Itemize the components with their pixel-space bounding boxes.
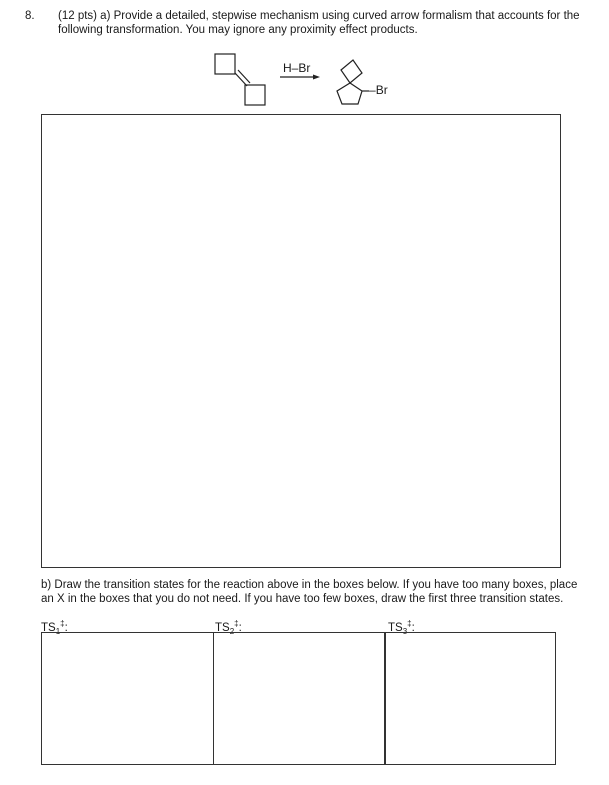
bromine-text: Br [375,83,388,97]
question-prompt-line-2: following transformation. You may ignore any proximity effect products. [58,24,418,36]
ts2-mark: ‡ [234,619,239,628]
ts1-index: 1 [55,627,61,637]
reactant-upper-cyclobutane [215,54,235,74]
reaction-arrow-head [313,75,320,80]
question-number: 8. [25,10,35,22]
product-cyclopentane [337,83,362,104]
ts2-index: 2 [229,627,235,637]
question-prompt-line-1: (12 pts) a) Provide a detailed, stepwise mechanism using curved arrow formalism that accounts for the [58,10,580,22]
product-cyclobutane [341,60,362,83]
ts1-answer-box[interactable] [41,632,214,765]
reagent-label: H–Br [283,61,311,75]
mechanism-answer-box[interactable] [41,114,561,568]
ts3-suffix: : [411,621,415,634]
part-b-line-1: b) Draw the transition states for the reaction above in the boxes below. If you have too many boxes, place [41,579,578,591]
ts2-suffix: : [238,621,242,634]
question-prompt [58,9,588,37]
part-b-prompt [41,578,581,606]
part-b-line-2: an X in the boxes that you do not need. If you have too few boxes, draw the first three transition states. [41,593,564,605]
ts1-prefix: TS [41,621,56,634]
ts3-index: 3 [402,627,408,637]
ts2-answer-box[interactable] [213,632,386,765]
ts3-answer-box[interactable] [384,632,556,765]
ts1-mark: ‡ [60,619,65,628]
reactant-lower-cyclobutane [245,85,265,105]
bromine-label: –Br [369,83,388,97]
ts3-mark: ‡ [407,619,412,628]
reactant-double-bond-b [238,70,250,83]
ts3-prefix: TS [388,621,403,634]
reactant-double-bond-a [235,73,247,86]
ts2-prefix: TS [215,621,230,634]
ts1-suffix: : [64,621,68,634]
